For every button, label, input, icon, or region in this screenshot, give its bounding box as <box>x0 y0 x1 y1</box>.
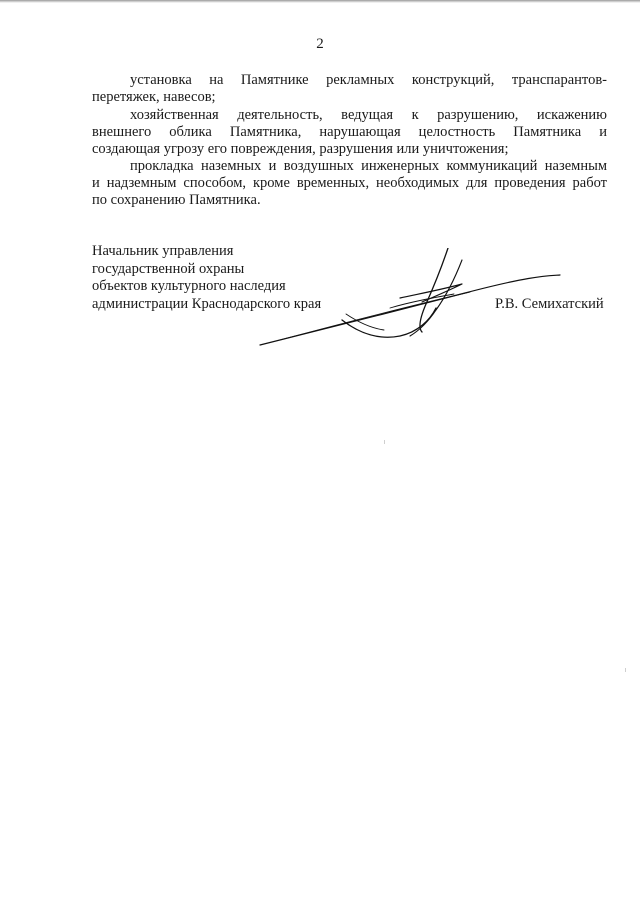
signatory-name: Р.В. Семихатский <box>495 296 604 312</box>
scan-edge <box>0 0 640 3</box>
paragraph-line: хозяйственная деятельность, ведущая к разрушению, искажению <box>130 107 607 123</box>
paragraph-line: прокладка наземных и воздушных инженерных коммуникаций наземным <box>130 158 607 174</box>
paragraph-line: внешнего облика Памятника, нарушающая целостность Памятника и <box>92 124 607 140</box>
signatory-title-line: администрации Краснодарского края <box>92 295 322 312</box>
paragraph-line: установка на Памятнике рекламных конструкций, транспарантов- <box>130 72 607 88</box>
page-number: 2 <box>316 36 324 52</box>
signatory-title-line: объектов культурного наследия <box>92 278 286 294</box>
paragraph-line: и надземным способом, кроме временных, необходимых для проведения работ <box>92 175 607 191</box>
paragraph-line: по сохранению Памятника. <box>92 192 261 208</box>
signatory-title-line: Начальник управления <box>92 243 234 259</box>
paragraph-line: создающая угрозу его повреждения, разрушения или уничтожения; <box>92 141 509 157</box>
signatory-title-line: государственной охраны <box>92 260 245 277</box>
scan-speck <box>384 440 385 444</box>
paragraph-line: перетяжек, навесов; <box>92 89 216 105</box>
scan-speck <box>625 668 626 672</box>
